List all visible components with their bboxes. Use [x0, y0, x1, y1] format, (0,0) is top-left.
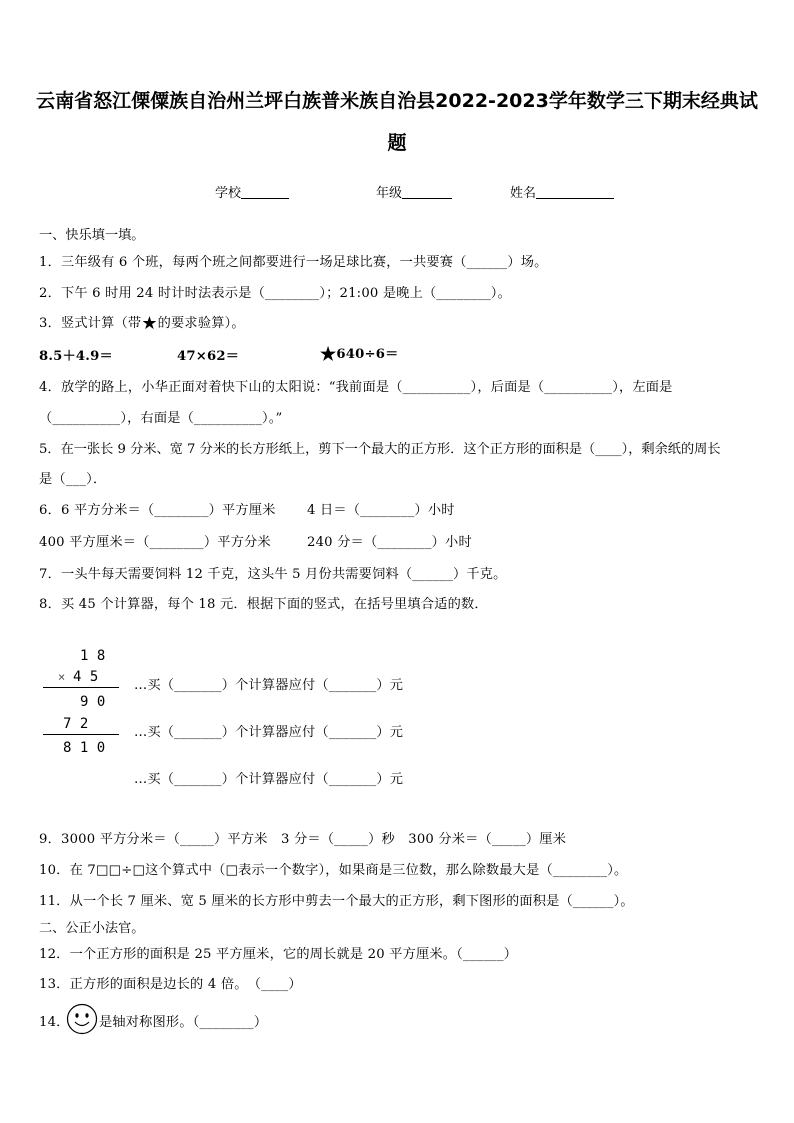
calc-c [320, 343, 398, 365]
school-blank[interactable] [241, 185, 289, 199]
question-2: 2．下午 6 时用 24 时计时法表示是（________）；21:00 是晚上（________）。 [39, 286, 511, 301]
page-title: 云南省怒江傈僳族自治州兰坪白族普米族自治县2022-2023学年数学三下期末经典试 [36, 90, 758, 112]
calc-row-multiplicand: 1 8 [80, 648, 106, 664]
question-5-line-1: 5．在一张长 9 分米、宽 7 分米的长方形纸上，剪下一个最大的正方形．这个正方形的面积是（____），剩余纸的周长 [39, 442, 721, 457]
page-title-continued: 题 [387, 132, 407, 154]
calc-row-product: 8 1 0 [63, 740, 106, 756]
name-field [510, 182, 614, 201]
question-9: 9．3000 平方分米＝（_____）平方米 3 分＝（_____）秒 300 分米＝（_____）厘米 [39, 832, 567, 847]
grade-field [376, 182, 452, 201]
calc-rule-1 [43, 687, 119, 688]
question-8-fill-1: …买（_______）个计算器应付（_______）元 [134, 678, 404, 693]
question-14-text: 是轴对称图形。（________） [99, 1015, 268, 1030]
question-4-line-2: （__________），右面是（__________）。” [39, 411, 283, 426]
question-12: 12．一个正方形的面积是 25 平方厘米，它的周长就是 20 平方厘米。（______） [39, 947, 518, 962]
calc-row-multiplier: 4 5 [73, 669, 99, 685]
section-heading-1: 一、快乐填一填。 [39, 228, 145, 243]
question-6b: 4 日＝（________）小时 [307, 503, 455, 518]
name-label: 姓名 [510, 186, 537, 201]
question-6c: 400 平方厘米＝（________）平方分米 [39, 535, 271, 550]
star-icon: ★ [320, 344, 337, 365]
question-11: 11．从一个长 7 厘米、宽 5 厘米的长方形中剪去一个最大的正方形，剩下图形的面积是（______）。 [39, 894, 634, 909]
question-3-text: 3．竖式计算（带 [39, 316, 142, 331]
calc-row-partial-2: 7 2 [63, 716, 89, 732]
section-heading-2: 二、公正小法官。 [39, 921, 145, 936]
calc-row-partial-1: 9 0 [80, 694, 106, 710]
question-8-fill-3: …买（_______）个计算器应付（_______）元 [134, 772, 404, 787]
calc-c-text: 640÷6＝ [336, 347, 399, 362]
question-1: 1．三年级有 6 个班，每两个班之间都要进行一场足球比赛，一共要赛（______）场。 [39, 255, 548, 270]
question-14-number: 14． [39, 1015, 70, 1030]
question-3-tail: 的要求验算）。 [157, 316, 245, 331]
star-icon: ★ [141, 313, 158, 334]
grade-blank[interactable] [402, 185, 452, 199]
school-label: 学校 [215, 186, 242, 201]
question-8: 8．买 45 个计算器，每个 18 元．根据下面的竖式，在括号里填合适的数． [39, 597, 488, 612]
question-7: 7．一头牛每天需要饲料 12 千克，这头牛 5 月份共需要饲料（______）千克。 [39, 567, 507, 582]
question-5-line-2: 是（___）． [39, 472, 107, 487]
calc-a: 8.5＋4.9＝ [39, 349, 113, 364]
school-field [215, 182, 289, 201]
calc-b: 47×62＝ [177, 349, 240, 364]
grade-label: 年级 [376, 186, 403, 201]
question-13: 13．正方形的面积是边长的 4 倍。 （____） [39, 977, 302, 992]
smiley-face-icon [66, 1003, 98, 1035]
question-8-fill-2: …买（_______）个计算器应付（_______）元 [134, 725, 404, 740]
question-3 [39, 312, 245, 334]
question-6d: 240 分＝（________）小时 [307, 535, 472, 550]
calc-rule-2 [43, 734, 119, 735]
question-4-line-1: 4．放学的路上，小华正面对着快下山的太阳说：“我前面是（__________），后面是（__________），左面是 [39, 380, 673, 395]
multiply-sign: × [58, 670, 66, 684]
name-blank[interactable] [536, 185, 614, 199]
question-6a: 6．6 平方分米＝（________）平方厘米 [39, 503, 276, 518]
question-10: 10．在 7□□÷□这个算式中（□表示一个数字），如果商是三位数，那么除数最大是（________）。 [39, 863, 628, 878]
